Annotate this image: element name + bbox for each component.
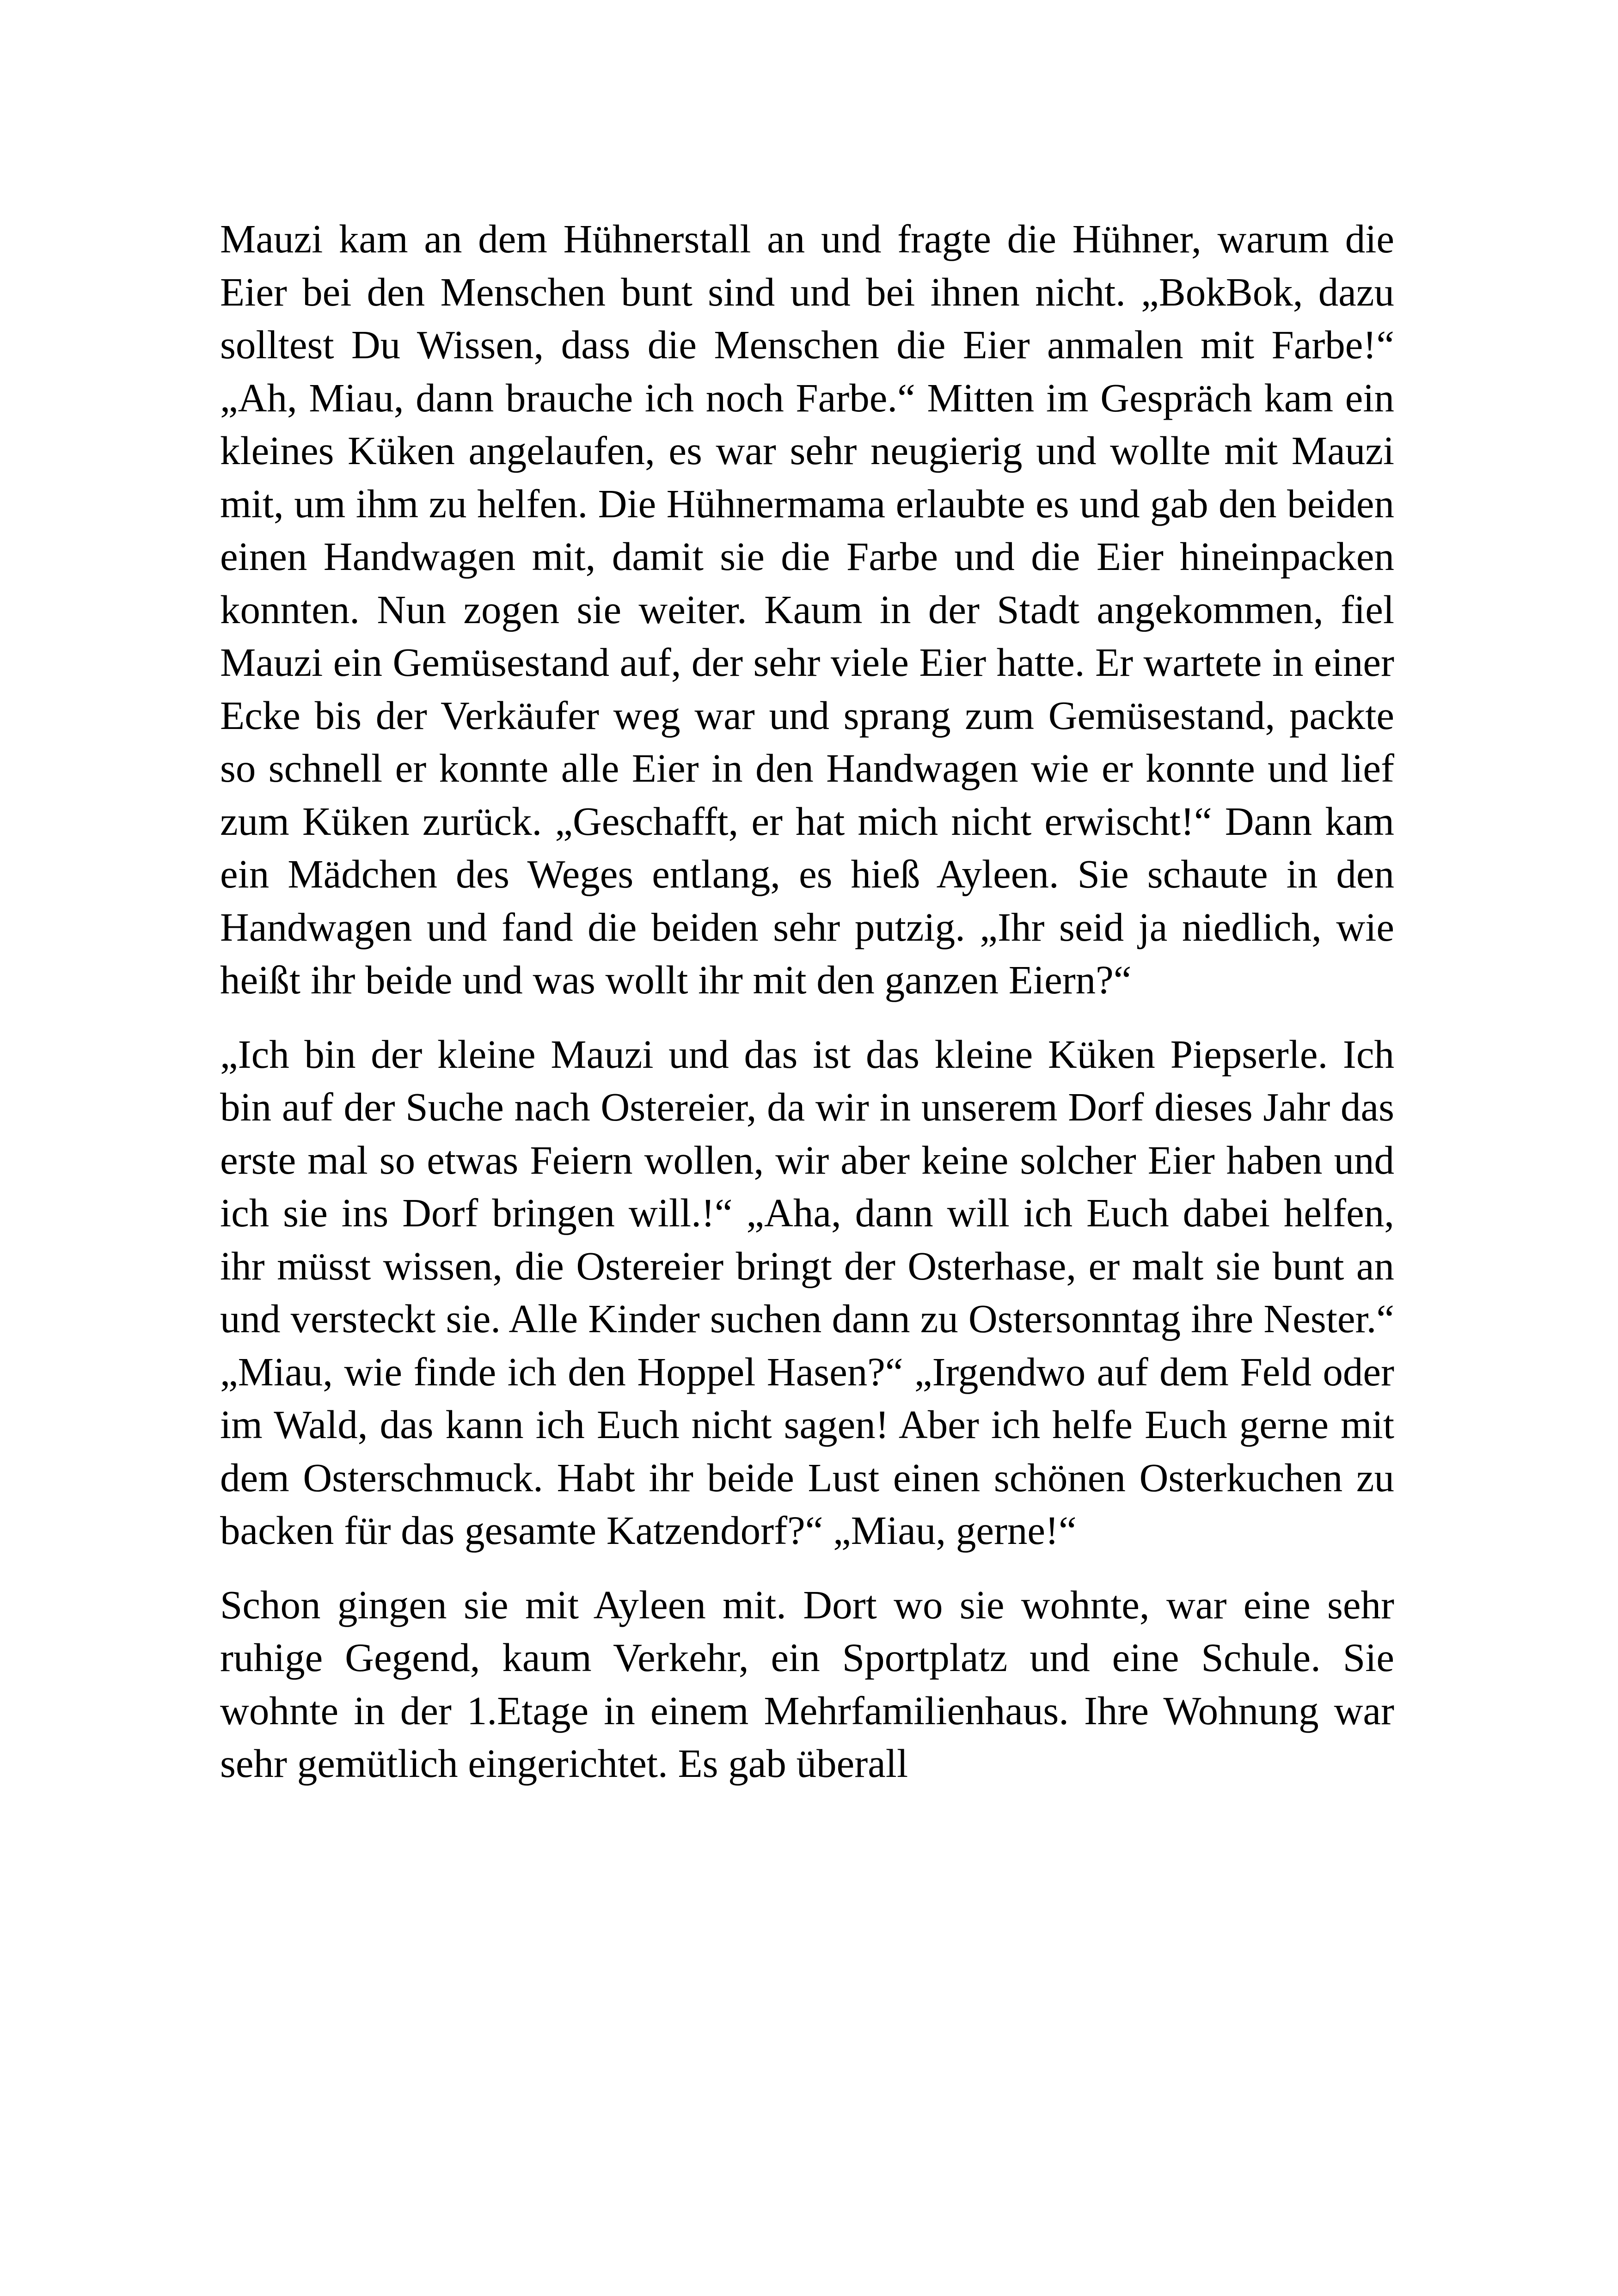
paragraph-1: Mauzi kam an dem Hühnerstall an und fragte die Hühner, warum die Eier bei den Menschen bunt sind und bei ihnen nicht. „BokBok, dazu solltest Du Wissen, dass die Menschen die Eier anmalen mit Farbe!“ „Ah, Miau, dann brauche ich noch Farbe.“ Mitten im Gespräch kam ein kleines Küken angelaufen, es war sehr neugierig und wollte mit Mauzi mit, um ihm zu helfen. Die Hühnermama erlaubte es und gab den beiden einen Handwagen mit, damit sie die Farbe und die Eier hineinpacken konnten. Nun zogen sie weiter. Kaum in der Stadt angekommen, fiel Mauzi ein Gemüsestand auf, der sehr viele Eier hatte. Er wartete in einer Ecke bis der Verkäufer weg war und sprang zum Gemüsestand, packte so schnell er konnte alle Eier in den Handwagen wie er konnte und lief zum Küken zurück. „Geschafft, er hat mich nicht erwischt!“ Dann kam ein Mädchen des Weges entlang, es hieß Ayleen. Sie schaute in den Handwagen und fand die beiden sehr putzig. „Ihr seid ja niedlich, wie heißt ihr beide und was wollt ihr mit den ganzen Eiern?“ <box>220 216 1394 1002</box>
paragraph-2: „Ich bin der kleine Mauzi und das ist das kleine Küken Piepserle. Ich bin auf der Suche nach Ostereier, da wir in unserem Dorf dieses Jahr das erste mal so etwas Feiern wollen, wir aber keine solcher Eier haben und ich sie ins Dorf bringen will.!“ „Aha, dann will ich Euch dabei helfen, ihr müsst wissen, die Ostereier bringt der Osterhase, er malt sie bunt an und versteckt sie. Alle Kinder suchen dann zu Ostersonntag ihre Nester.“ „Miau, wie finde ich den Hoppel Hasen?“ „Irgendwo auf dem Feld oder im Wald, das kann ich Euch nicht sagen! Aber ich helfe Euch gerne mit dem Osterschmuck. Habt ihr beide Lust einen schönen Osterkuchen zu backen für das gesamte Katzendorf?“ „Miau, gerne!“ <box>220 1031 1394 1553</box>
body-text <box>220 213 1394 1790</box>
paragraph-3: Schon gingen sie mit Ayleen mit. Dort wo sie wohnte, war eine sehr ruhige Gegend, kaum Verkehr, ein Sportplatz und eine Schule. Sie wohnte in der 1.Etage in einem Mehrfamilienhaus. Ihre Wohnung war sehr gemütlich eingerichtet. Es gab überall <box>220 1582 1394 1786</box>
